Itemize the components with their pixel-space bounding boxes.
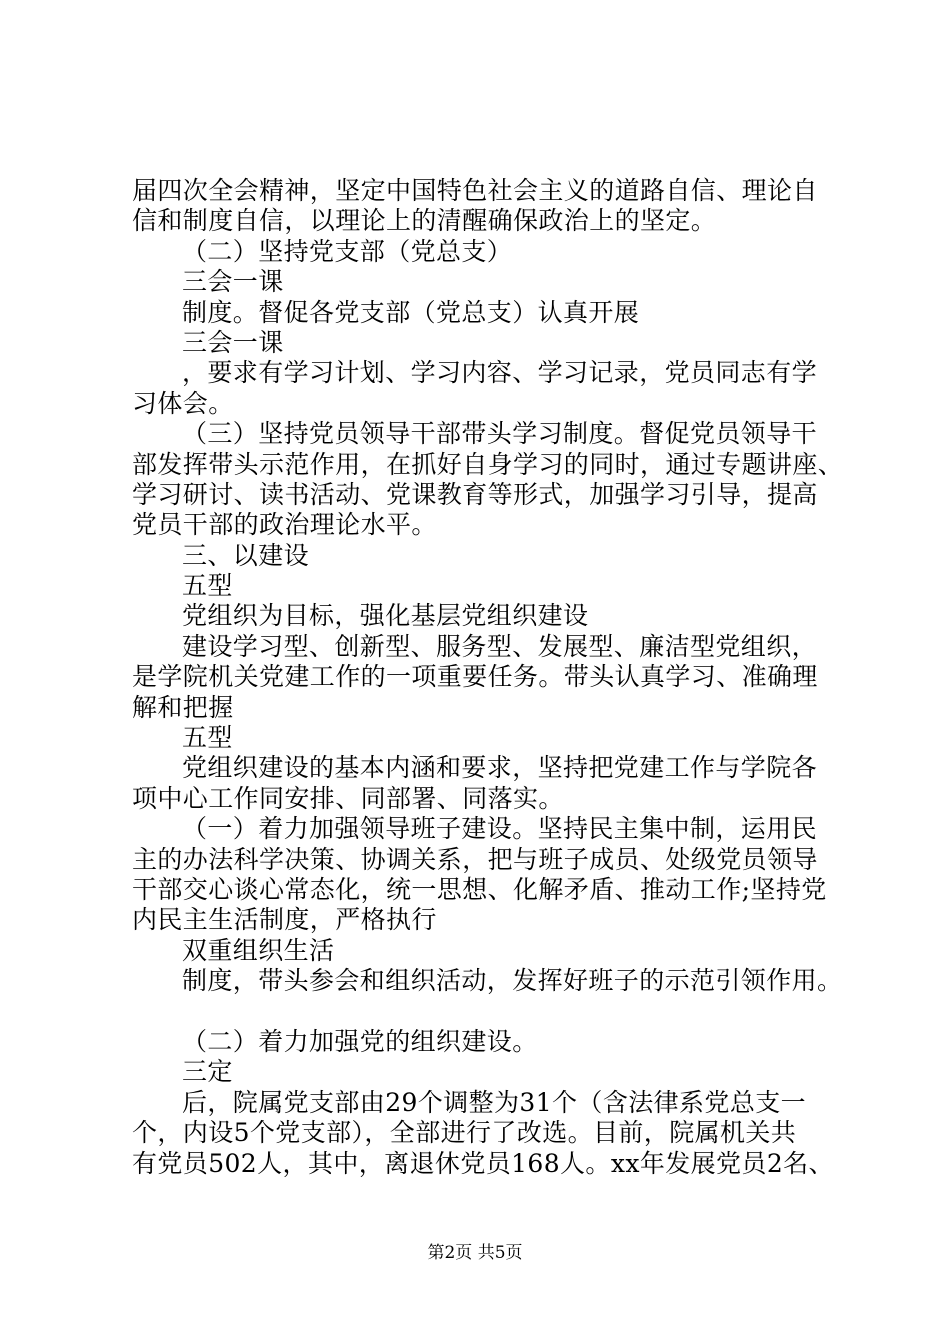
- text-line: 双重组织生活: [182, 935, 335, 965]
- text-line: （二）着力加强党的组织建设。: [182, 1026, 538, 1056]
- text-line: 是学院机关党建工作的一项重要任务。带头认真学习、准确理: [132, 662, 818, 692]
- paragraph: [132, 814, 852, 936]
- paragraph: [132, 298, 852, 328]
- text-line: 五型: [182, 723, 233, 753]
- text-line: [132, 997, 852, 1027]
- text-line: 届四次全会精神，坚定中国特色社会主义的道路自信、理论自: [132, 176, 818, 205]
- text-line: 建设学习型、创新型、服务型、发展型、廉洁型党组织，: [182, 631, 818, 661]
- text-line: 解和把握: [132, 692, 234, 722]
- text-line: 三定: [182, 1057, 233, 1087]
- text-line: 制度。督促各党支部（党总支）认真开展: [182, 297, 640, 327]
- page-footer: [0, 1243, 950, 1263]
- text-line: ，要求有学习计划、学习内容、学习记录，党员同志有学: [182, 358, 818, 388]
- text-line: （一）着力加强领导班子建设。坚持民主集中制，运用民: [182, 814, 818, 844]
- paragraph: [132, 237, 852, 267]
- paragraph: [132, 1027, 852, 1057]
- paragraph: [132, 267, 852, 297]
- text-line: 内民主生活制度，严格执行: [132, 905, 437, 935]
- text-line: 党组织建设的基本内涵和要求，坚持把党建工作与学院各: [182, 753, 818, 783]
- page-number-label: 第2页 共5页: [427, 1243, 523, 1263]
- paragraph: [132, 1057, 852, 1087]
- text-line: 有党员502人，其中，离退休党员168人。xx年发展党员2名、: [132, 1148, 834, 1178]
- text-line: 三会一课: [182, 327, 284, 357]
- text-line: 习体会。: [132, 388, 234, 418]
- text-line: 学习研讨、读书活动、党课教育等形式，加强学习引导，提高: [132, 479, 818, 509]
- paragraph: [132, 753, 852, 814]
- text-line: 后，院属党支部由29个调整为31个（含法律系党总支一: [182, 1087, 807, 1117]
- text-line: 党员干部的政治理论水平。: [132, 510, 437, 540]
- text-line: 五型: [182, 571, 233, 601]
- paragraph: [132, 419, 852, 541]
- text-line: 主的办法科学决策、协调关系，把与班子成员、处级党员领导: [132, 844, 818, 874]
- text-line: 三、以建设: [182, 540, 310, 570]
- text-line: 干部交心谈心常态化，统一思想、化解矛盾、推动工作;坚持党: [132, 874, 827, 904]
- text-line: 党组织为目标，强化基层党组织建设: [182, 601, 589, 631]
- text-line: 个，内设5个党支部），全部进行了改选。目前，院属机关共: [132, 1118, 797, 1148]
- text-line: 项中心工作同安排、同部署、同落实。: [132, 783, 564, 813]
- paragraph: [132, 328, 852, 358]
- paragraph: [132, 571, 852, 601]
- text-line: 制度，带头参会和组织活动，发挥好班子的示范引领作用。: [182, 966, 843, 996]
- text-line: 部发挥带头示范作用，在抓好自身学习的同时，通过专题讲座、: [132, 449, 844, 479]
- paragraph: [132, 723, 852, 753]
- paragraph: [132, 1088, 852, 1179]
- paragraph: [132, 632, 852, 723]
- text-line: 三会一课: [182, 267, 284, 297]
- paragraph: [132, 176, 852, 237]
- document-body: [132, 176, 852, 1179]
- paragraph: [132, 936, 852, 966]
- text-line: （二）坚持党支部（党总支）: [182, 236, 513, 266]
- text-line: 信和制度自信，以理论上的清醒确保政治上的坚定。: [132, 206, 717, 236]
- paragraph: [132, 541, 852, 571]
- paragraph: [132, 358, 852, 419]
- paragraph: [132, 966, 852, 1027]
- text-line: （三）坚持党员领导干部带头学习制度。督促党员领导干: [182, 419, 818, 449]
- paragraph: [132, 601, 852, 631]
